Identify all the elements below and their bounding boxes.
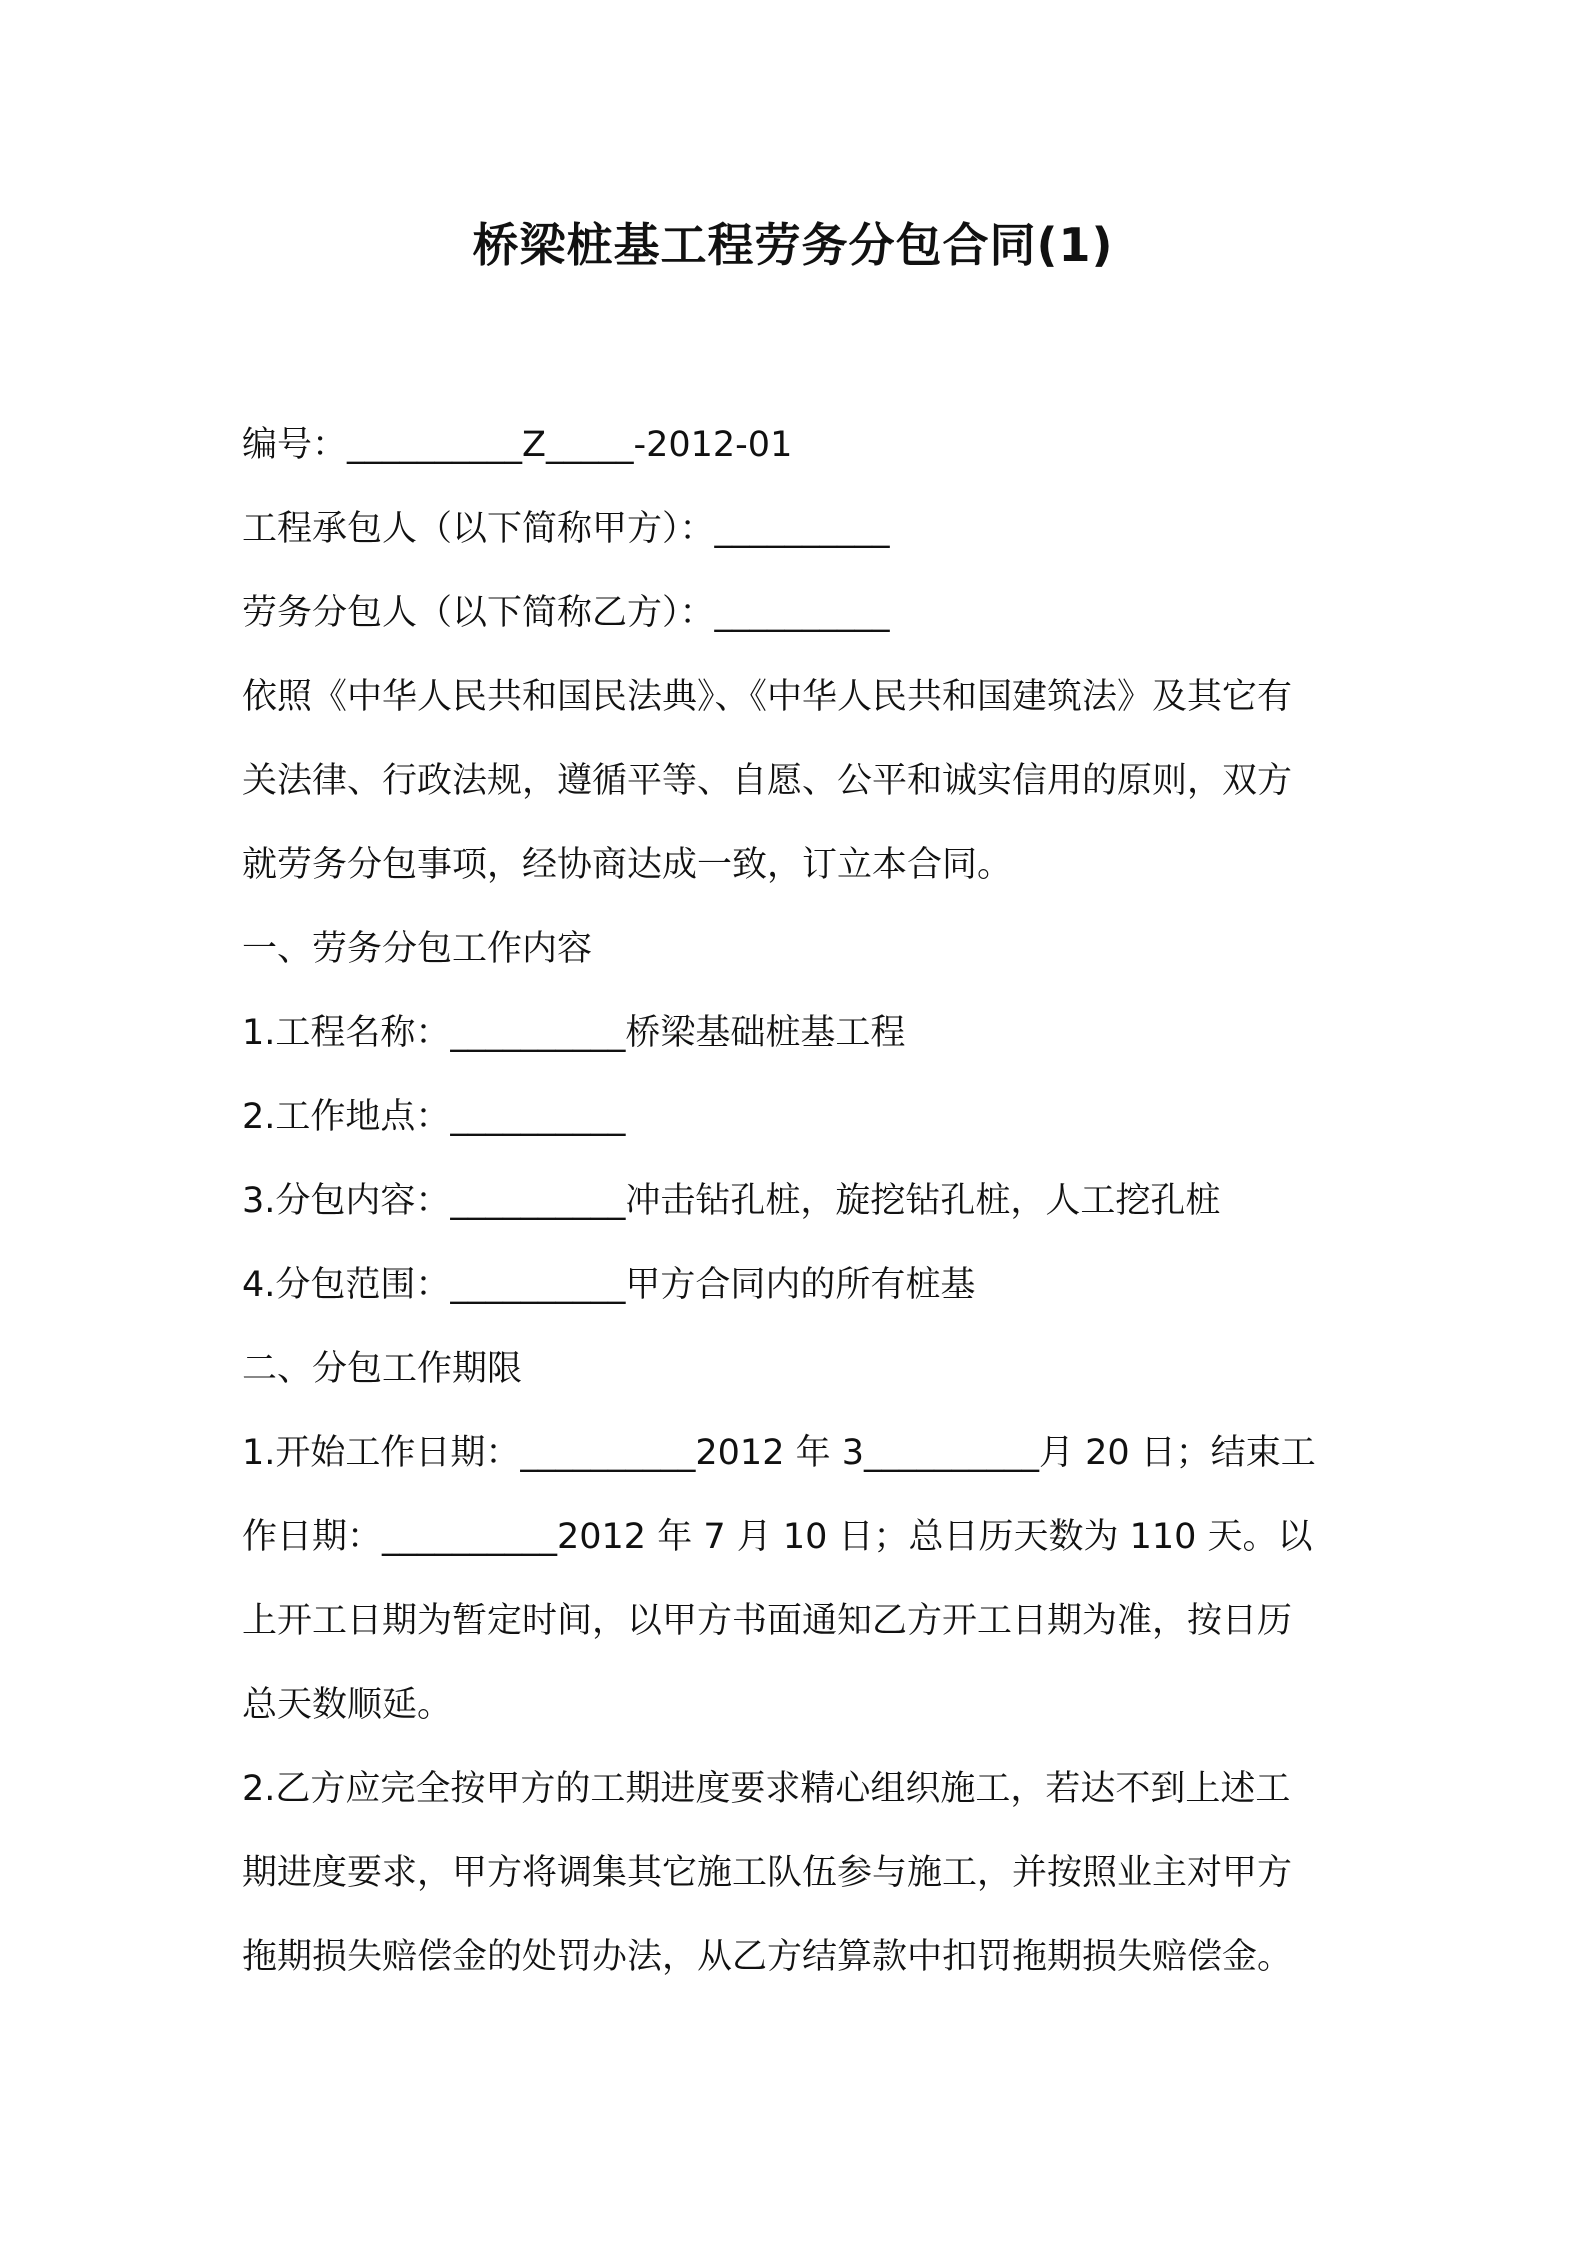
progress-clause-line-3: 拖期损失赔偿金的处罚办法，从乙方结算款中扣罚拖期损失赔偿金。 xyxy=(242,1937,1293,1977)
document-body xyxy=(242,403,1352,1999)
party-a-line: 工程承包人（以下简称甲方）：__________ xyxy=(242,509,890,549)
project-name-line: 1.工程名称：__________桥梁基础桩基工程 xyxy=(242,1013,906,1053)
schedule-line-2: 作日期：__________2012 年 7 月 10 日；总日历天数为 110 天。以 xyxy=(242,1517,1313,1557)
preamble-line-2: 关法律、行政法规，遵循平等、自愿、公平和诚实信用的原则，双方 xyxy=(242,761,1293,801)
party-b-line: 劳务分包人（以下简称乙方）：__________ xyxy=(242,593,890,633)
schedule-line-4: 总天数顺延。 xyxy=(242,1685,453,1725)
subcontract-scope-line: 4.分包范围：__________甲方合同内的所有桩基 xyxy=(242,1265,976,1305)
contract-number-line: 编号：__________Z_____-2012-01 xyxy=(242,425,793,465)
preamble-line-3: 就劳务分包事项，经协商达成一致，订立本合同。 xyxy=(242,845,1013,885)
work-location-line: 2.工作地点：__________ xyxy=(242,1097,626,1137)
progress-clause-line-2: 期进度要求，甲方将调集其它施工队伍参与施工，并按照业主对甲方 xyxy=(242,1853,1293,1893)
subcontract-content-line: 3.分包内容：__________冲击钻孔桩，旋挖钻孔桩，人工挖孔桩 xyxy=(242,1181,1221,1221)
document-title: 桥梁桩基工程劳务分包合同(1) xyxy=(472,218,1114,272)
progress-clause-line-1: 2.乙方应完全按甲方的工期进度要求精心组织施工，若达不到上述工 xyxy=(242,1769,1291,1809)
schedule-line-3: 上开工日期为暂定时间，以甲方书面通知乙方开工日期为准，按日历 xyxy=(242,1601,1293,1641)
preamble-line-1: 依照《中华人民共和国民法典》、《中华人民共和国建筑法》及其它有 xyxy=(242,677,1293,717)
schedule-line-1: 1.开始工作日期：__________2012 年 3__________月 20 日；结束工 xyxy=(242,1433,1316,1473)
section-heading-1: 一、劳务分包工作内容 xyxy=(242,929,593,969)
section-heading-2: 二、分包工作期限 xyxy=(242,1349,523,1389)
